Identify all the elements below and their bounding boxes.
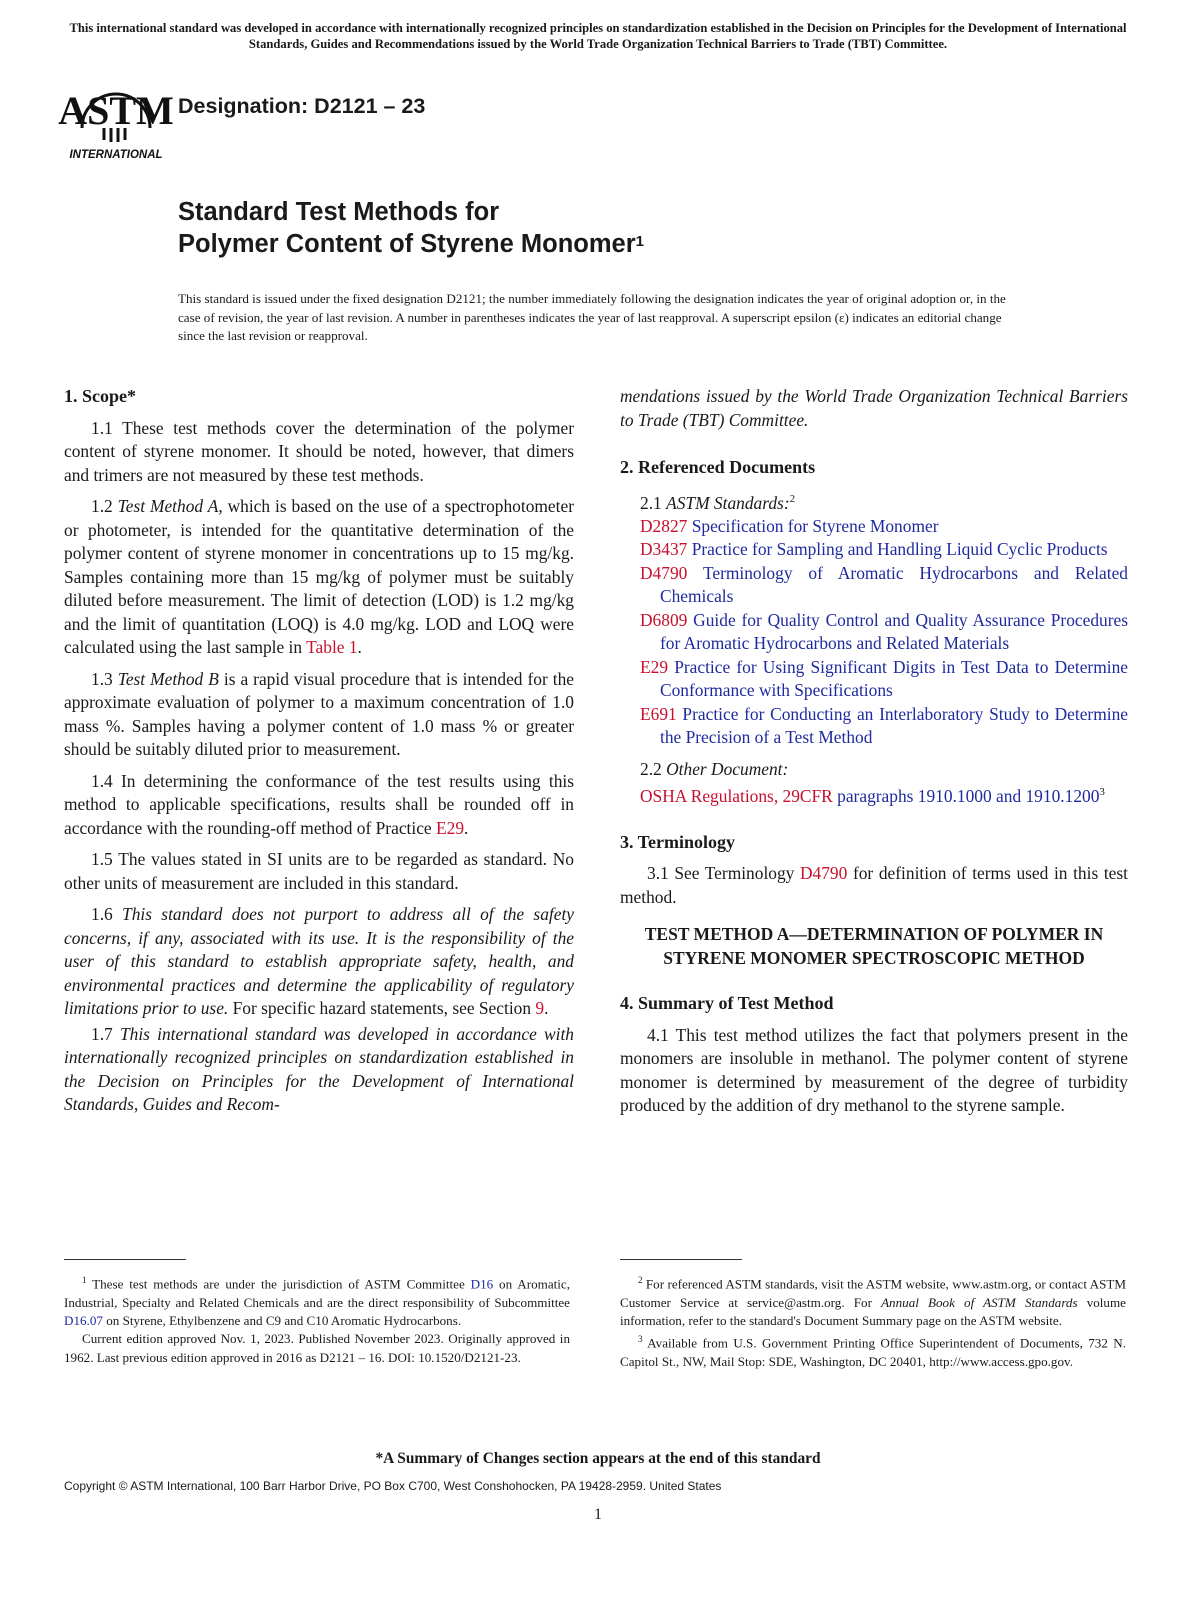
para-1-4: 1.4 In determining the conformance of the test results using this method to applicable specifications, results shall be rounded off in accordance with the rounding-off method of Practice E29.: [64, 770, 574, 838]
top-notice: This international standard was developed in accordance with internationally recognized principles on standardization established in the Decision on Principles for the Development of International Standards, Guides and Recommendations issued by the World Trade Organization Technical Barriers to Trade (TBT) Committee.: [69, 21, 1127, 51]
issued-note: This standard is issued under the fixed designation D2121; the number immediately following the designation indicates the year of original adoption or, in the case of revision, the year of last revision. A number in parentheses indicates the year of last reapproval. A superscript epsilon (ε) indicates an editorial change since the last revision or reapproval.: [178, 291, 1006, 343]
ref-code[interactable]: D4790: [640, 562, 688, 583]
link-d4790[interactable]: D4790: [799, 863, 848, 884]
footnote-1-edition: Current edition approved Nov. 1, 2023. Published November 2023. Originally approved in 1962. Last previous edition approved in 2016 as D2121 – 16. DOI: 10.1520/D2121-23.: [64, 1331, 570, 1365]
footnote-ref-3[interactable]: 3: [1099, 786, 1105, 799]
link-d16-07[interactable]: D16.07: [64, 1312, 103, 1328]
section-2-heading: 2. Referenced Documents: [620, 457, 816, 477]
link-table-1[interactable]: Table 1: [306, 637, 358, 657]
reference-item: [620, 609, 1128, 656]
footnotes-left: [64, 1271, 570, 1367]
para-1-5: 1.5 The values stated in SI units are to be regarded as standard. No other units of measurement are included in this standard.: [64, 849, 574, 893]
reference-item: [620, 538, 1128, 562]
para-3-1: 3.1 See Terminology D4790 for definition of terms used in this test method.: [620, 863, 1128, 907]
title-line-2-text: Polymer Content of Styrene Monomer: [178, 230, 636, 258]
ref-title[interactable]: Practice for Using Significant Digits in Test Data to Determine Conformance with Specifications: [660, 656, 1128, 701]
para-1-6: 1.6 This standard does not purport to address all of the safety concerns, if any, associated with its use. It is the responsibility of the user of this standard to establish appropriate safety, health, and environmental practices and determine the applicability of regulatory limitations prior to use. For specific hazard statements, see Section 9.: [64, 904, 574, 1018]
footnote-rule-right: [620, 1259, 742, 1260]
para-1-7: 1.7 This international standard was developed in accordance with internationally recognized principles on standardization established in the Decision on Principles for the Development of International Standards, Guides and Recom-: [64, 1023, 574, 1114]
ref-code[interactable]: D6809: [640, 609, 688, 630]
ref-title[interactable]: Practice for Conducting an Interlaboratory Study to Determine the Precision of a Test Method: [660, 703, 1128, 748]
ref-title[interactable]: Guide for Quality Control and Quality Assurance Procedures for Aromatic Hydrocarbons and Related Materials: [660, 609, 1128, 654]
reference-item: [620, 515, 1128, 539]
page-number: 1: [594, 1506, 602, 1523]
para-4-1: 4.1 This test method utilizes the fact that polymers present in the monomers are insoluble in methanol. The polymer content of styrene monomer is determined by measurement of the degree of turbidity produced by the addition of dry methanol to the styrene sample.: [620, 1024, 1128, 1116]
link-d16[interactable]: D16: [470, 1276, 494, 1292]
footnote-2: $^2$ For referenced ASTM standards, visit the ASTM website, www.astm.org, or contact ASTM Customer Service at service@astm.org. For Annual Book of ASTM Standards volume information, refer to the standard's Document Summary page on the ASTM website.: [620, 1275, 1126, 1328]
link-e29[interactable]: E29: [436, 817, 465, 838]
title-footnote-ref[interactable]: 1: [635, 233, 644, 250]
para-1-3: 1.3 Test Method B is a rapid visual procedure that is intended for the approximate evaluation of polymer to a maximum concentration of 1.0 mass %. Samples having a polymer content of 1.0 mass % or greater should be suitably diluted prior to measurement.: [64, 668, 574, 759]
method-a-heading: TEST METHOD A—DETERMINATION OF POLYMER IN STYRENE MONOMER SPECTROSCOPIC METHOD: [644, 924, 1104, 968]
link-section-9[interactable]: 9: [535, 998, 545, 1018]
title-line-2: [178, 228, 644, 260]
ref-code[interactable]: OSHA Regulations, 29CFR: [640, 786, 833, 807]
ref-code[interactable]: E29: [640, 656, 669, 677]
subsection-2-1: 2.1 ASTM Standards:$^2$: [640, 492, 796, 513]
svg-text:ASTM: ASTM: [58, 88, 174, 133]
reference-item: [620, 656, 1128, 703]
astm-logo: [58, 68, 174, 164]
copyright: Copyright © ASTM International, 100 Barr Harbor Drive, PO Box C700, West Conshohocken, PA 19428-2959. United States: [64, 1479, 722, 1493]
title-line-1: Standard Test Methods for: [178, 198, 500, 226]
reference-item-osha: [620, 781, 1128, 808]
subsection-2-2: 2.2 Other Document:: [640, 758, 789, 779]
footnote-1: $^1$ These test methods are under the jurisdiction of ASTM Committee D16 on Aromatic, Industrial, Specialty and Related Chemicals and are the direct responsibility of Subcommittee D16.07 on Styrene, Ethylbenzene and C9 and C10 Aromatic Hydrocarbons.: [64, 1275, 570, 1328]
footnote-3: $^3$ Available from U.S. Government Printing Office Superintendent of Documents, 732 N. Capitol St., NW, Mail Stop: SDE, Washington, DC 20401, http://www.access.gpo.gov.: [620, 1334, 1126, 1369]
para-1-1: 1.1 These test methods cover the determination of the polymer content of styrene monomer. It should be noted, however, that dimers and trimers are not measured by these test methods.: [64, 417, 574, 485]
reference-item: [620, 703, 1128, 750]
section-3-heading: 3. Terminology: [620, 831, 736, 852]
footnote-ref-2[interactable]: 2: [789, 492, 796, 505]
designation: Designation: D2121 – 23: [178, 94, 426, 118]
right-column: [620, 385, 1128, 1126]
section-1-heading: 1. Scope*: [64, 386, 136, 406]
reference-list: [620, 515, 1128, 750]
section-4-heading: 4. Summary of Test Method: [620, 993, 834, 1014]
left-column: [64, 385, 574, 1125]
reference-item: [620, 562, 1128, 609]
svg-text:INTERNATIONAL: INTERNATIONAL: [69, 149, 163, 161]
ref-title[interactable]: Specification for Styrene Monomer: [691, 515, 939, 536]
ref-code[interactable]: D3437: [640, 539, 688, 560]
para-1-2: 1.2 Test Method A, which is based on the use of a spectrophotometer or photometer, is intended for the quantitative determination of the polymer content of styrene monomer in concentrations up to 15 mg/kg. Samples containing more than 15 mg/kg of polymer must be suitably diluted before measurement. The limit of detection (LOD) is 1.2 mg/kg and the limit of quantitation (LOQ) is 4.0 mg/kg. LOD and LOQ were calculated using the last sample in Table 1.: [64, 496, 574, 657]
footnote-rule-left: [64, 1259, 186, 1260]
document-title: [178, 196, 644, 260]
ref-code[interactable]: E691: [640, 703, 677, 724]
ref-code[interactable]: D2827: [640, 515, 688, 536]
summary-of-changes-note: *A Summary of Changes section appears at the end of this standard: [375, 1450, 821, 1467]
ref-title[interactable]: Practice for Sampling and Handling Liquid Cyclic Products: [691, 539, 1108, 560]
para-1-7-continued: mendations issued by the World Trade Organization Technical Barriers to Trade (TBT) Committee.: [620, 386, 1128, 430]
ref-title[interactable]: paragraphs 1910.1000 and 1910.1200: [837, 786, 1100, 807]
footnotes-right: [620, 1271, 1126, 1371]
ref-title[interactable]: Terminology of Aromatic Hydrocarbons and Related Chemicals: [660, 562, 1128, 607]
